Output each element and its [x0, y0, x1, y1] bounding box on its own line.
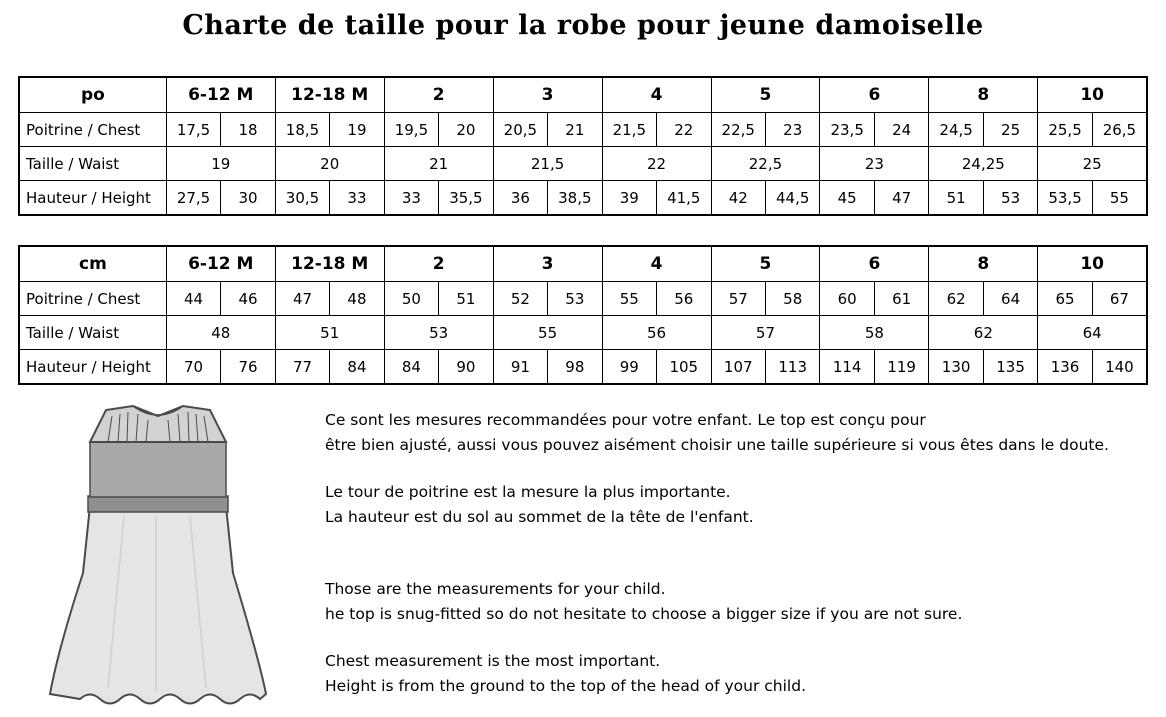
- cell: 53: [548, 282, 602, 316]
- cell: 62: [929, 282, 983, 316]
- note-fr-2: [325, 480, 754, 530]
- cell: 62: [929, 316, 1038, 350]
- cell: 23: [820, 147, 929, 181]
- note-line: La hauteur est du sol au sommet de la tête de l'enfant.: [325, 508, 754, 526]
- note-line: Le tour de poitrine est la mesure la plus importante.: [325, 483, 731, 501]
- cell: 99: [602, 350, 656, 385]
- cell: 57: [711, 282, 765, 316]
- size-header: 6-12 M: [166, 246, 275, 282]
- cell: 61: [874, 282, 928, 316]
- row-label: Poitrine / Chest: [19, 282, 166, 316]
- cell: 19: [330, 113, 384, 147]
- cell: 35,5: [439, 181, 493, 216]
- note-line: Ce sont les mesures recommandées pour votre enfant. Le top est conçu pour: [325, 411, 926, 429]
- cell: 53,5: [1038, 181, 1092, 216]
- cell: 47: [275, 282, 329, 316]
- cell: 27,5: [166, 181, 220, 216]
- size-header: 10: [1038, 77, 1147, 113]
- size-header: 12-18 M: [275, 77, 384, 113]
- size-header: 2: [384, 246, 493, 282]
- size-header: 5: [711, 77, 820, 113]
- cell: 20: [439, 113, 493, 147]
- size-header: 3: [493, 246, 602, 282]
- cell: 114: [820, 350, 874, 385]
- size-header: 8: [929, 77, 1038, 113]
- cell: 91: [493, 350, 547, 385]
- cell: 136: [1038, 350, 1092, 385]
- cell: 19,5: [384, 113, 438, 147]
- cell: 48: [166, 316, 275, 350]
- cell: 84: [384, 350, 438, 385]
- cell: 44,5: [765, 181, 819, 216]
- cell: 77: [275, 350, 329, 385]
- cell: 23,5: [820, 113, 874, 147]
- cell: 58: [820, 316, 929, 350]
- cell: 51: [275, 316, 384, 350]
- cell: 130: [929, 350, 983, 385]
- size-table-inches: [18, 76, 1148, 216]
- table-row: [19, 316, 1147, 350]
- cell: 90: [439, 350, 493, 385]
- size-header: 3: [493, 77, 602, 113]
- size-table-centimeters: [18, 245, 1148, 385]
- size-header: 10: [1038, 246, 1147, 282]
- cell: 55: [602, 282, 656, 316]
- cell: 36: [493, 181, 547, 216]
- row-label: Poitrine / Chest: [19, 113, 166, 147]
- cell: 107: [711, 350, 765, 385]
- note-line: he top is snug-fitted so do not hesitate to choose a bigger size if you are not sure.: [325, 605, 963, 623]
- cell: 135: [983, 350, 1037, 385]
- size-header: 4: [602, 77, 711, 113]
- cell: 22: [602, 147, 711, 181]
- cell: 38,5: [548, 181, 602, 216]
- cell: 20: [275, 147, 384, 181]
- cell: 44: [166, 282, 220, 316]
- dress-diagram: [28, 398, 288, 708]
- cell: 52: [493, 282, 547, 316]
- cell: 23: [765, 113, 819, 147]
- cell: 25,5: [1038, 113, 1092, 147]
- cell: 51: [439, 282, 493, 316]
- cell: 64: [1038, 316, 1147, 350]
- note-line: Chest measurement is the most important.: [325, 652, 661, 670]
- cell: 64: [983, 282, 1037, 316]
- cell: 22,5: [711, 147, 820, 181]
- unit-header: cm: [19, 246, 166, 282]
- cell: 33: [384, 181, 438, 216]
- cell: 20,5: [493, 113, 547, 147]
- cell: 18,5: [275, 113, 329, 147]
- cell: 65: [1038, 282, 1092, 316]
- cell: 41,5: [657, 181, 711, 216]
- cell: 53: [983, 181, 1037, 216]
- cell: 26,5: [1092, 113, 1147, 147]
- page-title: Charte de taille pour la robe pour jeune damoiselle: [182, 10, 984, 41]
- row-label: Hauteur / Height: [19, 350, 166, 385]
- cell: 53: [384, 316, 493, 350]
- cell: 50: [384, 282, 438, 316]
- cell: 70: [166, 350, 220, 385]
- cell: 19: [166, 147, 275, 181]
- cell: 24,5: [929, 113, 983, 147]
- cell: 30,5: [275, 181, 329, 216]
- size-header: 8: [929, 246, 1038, 282]
- cell: 42: [711, 181, 765, 216]
- row-label: Taille / Waist: [19, 316, 166, 350]
- table-header-row: [19, 77, 1147, 113]
- cell: 22: [657, 113, 711, 147]
- cell: 46: [221, 282, 275, 316]
- cell: 45: [820, 181, 874, 216]
- size-header: 2: [384, 77, 493, 113]
- cell: 30: [221, 181, 275, 216]
- cell: 21: [384, 147, 493, 181]
- size-header: 6-12 M: [166, 77, 275, 113]
- cell: 57: [711, 316, 820, 350]
- cell: 119: [874, 350, 928, 385]
- table-row: [19, 147, 1147, 181]
- cell: 76: [221, 350, 275, 385]
- cell: 113: [765, 350, 819, 385]
- cell: 25: [983, 113, 1037, 147]
- table-row: [19, 282, 1147, 316]
- cell: 51: [929, 181, 983, 216]
- table-row: [19, 350, 1147, 385]
- cell: 47: [874, 181, 928, 216]
- table-header-row: [19, 246, 1147, 282]
- cell: 56: [657, 282, 711, 316]
- row-label: Hauteur / Height: [19, 181, 166, 216]
- size-header: 12-18 M: [275, 246, 384, 282]
- note-line: être bien ajusté, aussi vous pouvez aisément choisir une taille supérieure si vous êtes dans le doute.: [325, 436, 1109, 454]
- table-row: [19, 181, 1147, 216]
- cell: 24: [874, 113, 928, 147]
- cell: 17,5: [166, 113, 220, 147]
- cell: 58: [765, 282, 819, 316]
- cell: 21,5: [602, 113, 656, 147]
- cell: 84: [330, 350, 384, 385]
- cell: 56: [602, 316, 711, 350]
- cell: 105: [657, 350, 711, 385]
- cell: 98: [548, 350, 602, 385]
- cell: 60: [820, 282, 874, 316]
- note-fr-1: [325, 408, 1109, 458]
- size-header: 6: [820, 246, 929, 282]
- note-line: Height is from the ground to the top of the head of your child.: [325, 677, 807, 695]
- note-line: Those are the measurements for your child.: [325, 580, 666, 598]
- cell: 33: [330, 181, 384, 216]
- cell: 25: [1038, 147, 1147, 181]
- cell: 67: [1092, 282, 1147, 316]
- cell: 55: [1092, 181, 1147, 216]
- cell: 39: [602, 181, 656, 216]
- cell: 21: [548, 113, 602, 147]
- size-header: 4: [602, 246, 711, 282]
- cell: 140: [1092, 350, 1147, 385]
- cell: 22,5: [711, 113, 765, 147]
- cell: 18: [221, 113, 275, 147]
- cell: 24,25: [929, 147, 1038, 181]
- row-label: Taille / Waist: [19, 147, 166, 181]
- table-row: [19, 113, 1147, 147]
- cell: 55: [493, 316, 602, 350]
- size-header: 6: [820, 77, 929, 113]
- note-en-2: [325, 649, 806, 699]
- size-header: 5: [711, 246, 820, 282]
- cell: 48: [330, 282, 384, 316]
- note-en-1: [325, 577, 962, 627]
- unit-header: po: [19, 77, 166, 113]
- cell: 21,5: [493, 147, 602, 181]
